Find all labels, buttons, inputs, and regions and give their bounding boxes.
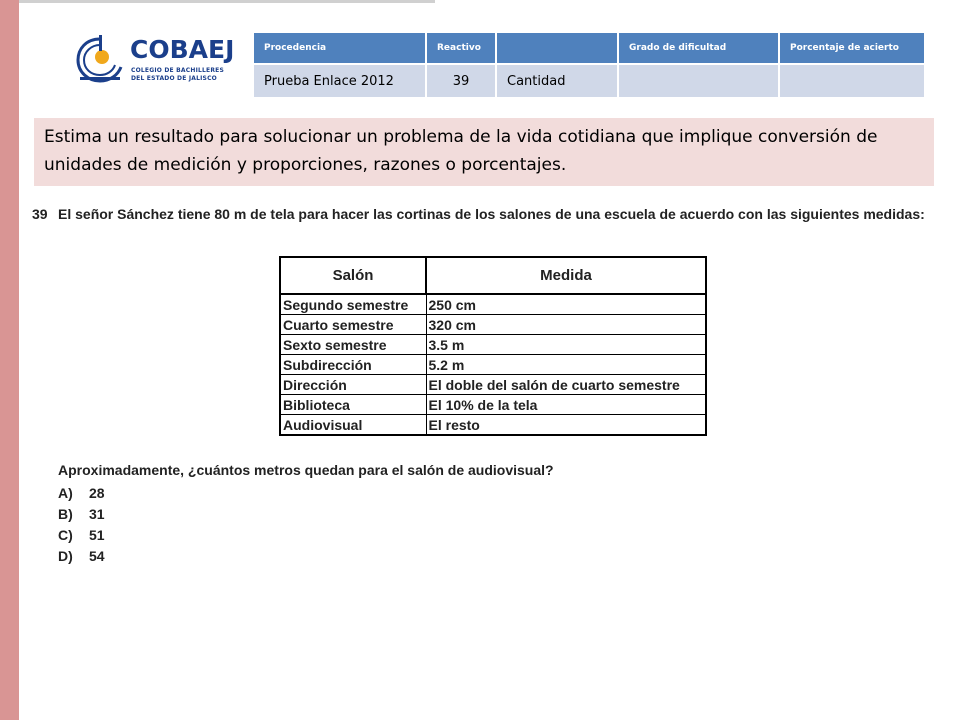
option-value: 51 (89, 527, 105, 543)
cell-reactivo: 39 (426, 64, 496, 97)
top-divider (19, 0, 435, 3)
learning-objective: Estima un resultado para solucionar un problema de la vida cotidiana que implique conversión de unidades de medición y proporciones, razones o porcentajes. (34, 118, 934, 186)
option-a[interactable] (58, 483, 105, 504)
cell-tipo: Cantidad (496, 64, 618, 97)
salon-cell: Subdirección (280, 355, 426, 375)
salon-cell: Cuarto semestre (280, 315, 426, 335)
medida-cell: El doble del salón de cuarto semestre (426, 375, 706, 395)
option-letter: A) (58, 485, 73, 501)
medida-cell: El resto (426, 415, 706, 436)
cobaej-emblem-icon (72, 33, 128, 85)
answer-options (58, 483, 105, 567)
left-accent-bar (0, 0, 19, 720)
header-medida: Medida (426, 257, 706, 294)
metadata-header-row (254, 33, 925, 64)
brand-name: COBAEJ (130, 35, 235, 64)
metadata-value-row (254, 64, 925, 97)
option-value: 54 (89, 548, 105, 564)
medida-cell: El 10% de la tela (426, 395, 706, 415)
option-letter: D) (58, 548, 73, 564)
table-row (280, 294, 706, 315)
option-value: 28 (89, 485, 105, 501)
cell-grado-dificultad (618, 64, 779, 97)
option-letter: B) (58, 506, 73, 522)
medida-cell: 5.2 m (426, 355, 706, 375)
cell-porcentaje-acierto (779, 64, 925, 97)
brand-subtitle-1: COLEGIO DE BACHILLERES (131, 67, 224, 74)
metadata-table (254, 33, 926, 97)
table-row (280, 395, 706, 415)
header-blank (496, 33, 618, 64)
table-row (280, 355, 706, 375)
option-b[interactable] (58, 504, 105, 525)
salon-cell: Sexto semestre (280, 335, 426, 355)
salon-cell: Biblioteca (280, 395, 426, 415)
table-row (280, 335, 706, 355)
table-row (280, 415, 706, 436)
header-porcentaje-acierto: Porcentaje de acierto (779, 33, 925, 64)
medida-cell: 250 cm (426, 294, 706, 315)
brand-subtitle-2: DEL ESTADO DE JALISCO (131, 75, 217, 82)
option-d[interactable] (58, 546, 105, 567)
header-grado-dificultad: Grado de dificultad (618, 33, 779, 64)
header-procedencia: Procedencia (254, 33, 426, 64)
salon-cell: Audiovisual (280, 415, 426, 436)
measurements-header-row (280, 257, 706, 294)
table-row (280, 315, 706, 335)
option-letter: C) (58, 527, 73, 543)
medida-cell: 320 cm (426, 315, 706, 335)
cobaej-logo (72, 33, 235, 85)
measurements-table (279, 256, 707, 436)
medida-cell: 3.5 m (426, 335, 706, 355)
salon-cell: Segundo semestre (280, 294, 426, 315)
question-number: 39 (32, 206, 48, 222)
table-row (280, 375, 706, 395)
header-salon: Salón (280, 257, 426, 294)
question-text: El señor Sánchez tiene 80 m de tela para hacer las cortinas de los salones de una escuela de acuerdo con las siguientes medidas: (58, 206, 925, 222)
option-value: 31 (89, 506, 105, 522)
option-c[interactable] (58, 525, 105, 546)
question-prompt: Aproximadamente, ¿cuántos metros quedan para el salón de audiovisual? (58, 462, 554, 478)
salon-cell: Dirección (280, 375, 426, 395)
cell-procedencia: Prueba Enlace 2012 (254, 64, 426, 97)
header-reactivo: Reactivo (426, 33, 496, 64)
